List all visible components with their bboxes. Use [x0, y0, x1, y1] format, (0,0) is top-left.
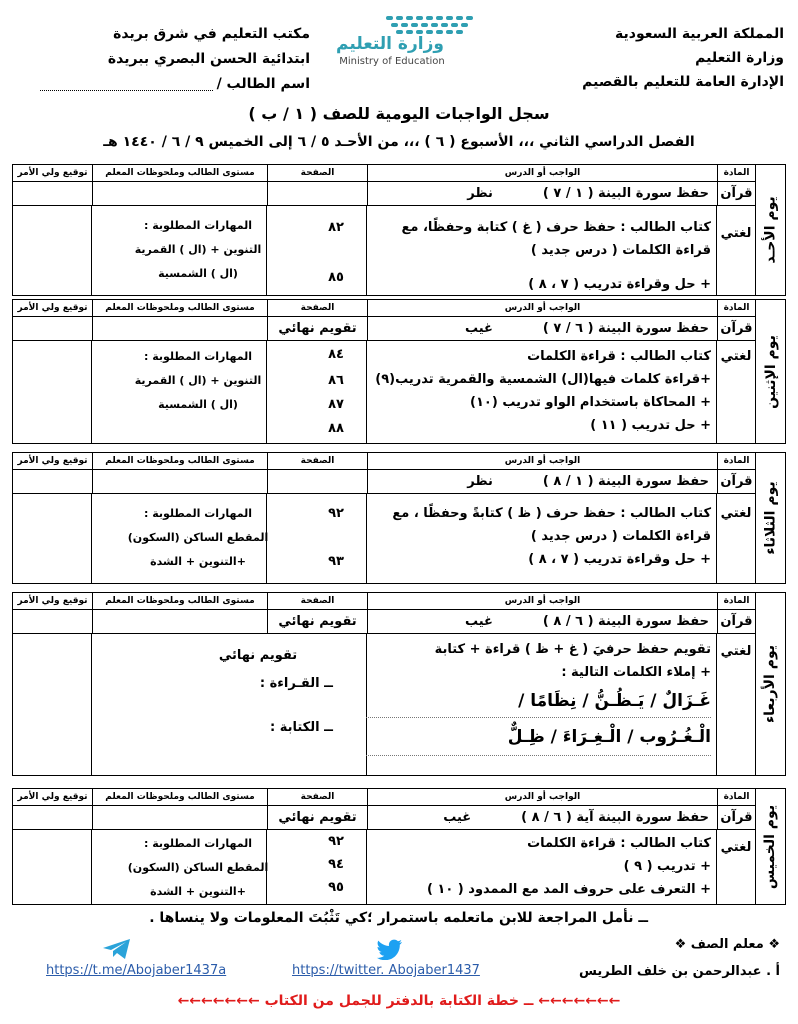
office-name: مكتب التعليم في شرق بريدة	[113, 26, 310, 42]
skills-line: (ال ) الشمسية	[158, 267, 238, 280]
quran-page	[267, 182, 367, 205]
day-label: يوم الإثنين	[755, 300, 785, 443]
day-block-sunday	[12, 164, 786, 296]
writing-plan-note: ←←←←←←← ــ خطة الكتابة بالدفتر للجمل من الكتاب ←←←←←←←	[177, 993, 621, 1009]
col-level: مستوى الطالب وملحوظات المعلم	[92, 453, 267, 469]
lesson-line: + حل وقراءة تدريب ( ٧ ، ٨ )	[528, 277, 711, 292]
table-header	[13, 789, 755, 806]
lughati-row	[13, 830, 755, 904]
col-signature: توقيع ولي الأمر	[17, 596, 88, 606]
skills-line: (ال ) الشمسية	[158, 398, 238, 411]
col-subject: المادة	[717, 789, 755, 805]
page-number: ٩٤	[328, 857, 344, 872]
ministry-name: وزارة التعليم	[695, 50, 784, 66]
lesson-line: + إملاء الكلمات التالية :	[561, 665, 711, 680]
lesson-lines	[366, 345, 711, 437]
lesson-line: قراءة الكلمات ( درس جديد )	[530, 243, 711, 258]
quran-text: حفظ سورة البينة ( ٦ / ٧ )	[542, 321, 709, 336]
col-lesson: الواجب أو الدرس	[367, 593, 717, 609]
lesson-lines	[366, 832, 711, 901]
skills-line: التنوين + (ال ) القمرية	[134, 374, 262, 387]
directorate-name: الإدارة العامة للتعليم بالقصيم	[582, 74, 784, 90]
page-number: ٨٦	[328, 373, 344, 388]
quran-level	[92, 806, 267, 829]
col-signature: توقيع ولي الأمر	[17, 168, 88, 178]
lesson-line: تقويم حفظ حرفيَ ( غ + ظ ) قراءة + كتابة	[434, 642, 711, 657]
day-label: يوم الثلاثاء	[755, 453, 785, 583]
subject-lughati: لغتي	[720, 840, 752, 855]
lesson-lines	[366, 502, 711, 571]
col-signature: توقيع ولي الأمر	[17, 456, 88, 466]
skills-line: التنوين + (ال ) القمرية	[134, 243, 262, 256]
quran-note: غيب	[443, 810, 472, 825]
col-subject: المادة	[717, 453, 755, 469]
col-lesson: الواجب أو الدرس	[367, 300, 717, 316]
quran-row	[13, 610, 755, 634]
quran-note: غيب	[464, 614, 493, 629]
lesson-line: كتاب الطالب : حفظ حرف ( ظ ) كتابةً وحفظًا ، مع	[392, 506, 711, 521]
lesson-line: + التعرف على حروف المد مع الممدود ( ١٠ )	[426, 882, 711, 897]
lesson-lines	[366, 638, 711, 756]
day-label: يوم الأحـد	[755, 165, 785, 295]
level-title: تقويم نهائي	[218, 648, 298, 663]
subject-lughati: لغتي	[720, 644, 752, 659]
col-subject: المادة	[717, 165, 755, 181]
quran-row	[13, 470, 755, 494]
col-page: الصفحة	[267, 789, 367, 805]
footer-note: ــ نأمل المراجعة للابن ماتعلمه باستمرار ؛كي تَثْبُتَ المعلومات ولا ينساها .	[149, 910, 648, 926]
school-name: ابتدائية الحسن البصري ببريدة	[107, 51, 310, 67]
col-level: مستوى الطالب وملحوظات المعلم	[92, 593, 267, 609]
lesson-line: + حل وقراءة تدريب ( ٧ ، ٨ )	[528, 552, 711, 567]
quran-row	[13, 806, 755, 830]
quran-task	[367, 317, 717, 340]
col-level: مستوى الطالب وملحوظات المعلم	[92, 300, 267, 316]
page-number: ٩٢	[328, 834, 344, 849]
lesson-line: كتاب الطالب : قراءة الكلمات	[527, 349, 711, 364]
table-header	[13, 300, 755, 317]
page-title: سجل الواجبات اليومية للصف ( ١ / ب )	[248, 104, 550, 123]
lughati-row	[13, 634, 755, 775]
ministry-logo	[322, 12, 472, 72]
skills-note	[113, 502, 283, 574]
col-level: مستوى الطالب وملحوظات المعلم	[92, 789, 267, 805]
lughati-row	[13, 206, 755, 295]
quran-note: نظر	[467, 474, 493, 489]
subject-lughati: لغتي	[720, 349, 752, 364]
subject-quran: قرآن	[717, 317, 755, 340]
subject-quran: قرآن	[717, 182, 755, 205]
page-number: ٩٥	[328, 880, 344, 895]
quran-level	[92, 317, 267, 340]
col-page: الصفحة	[267, 165, 367, 181]
table-header	[13, 593, 755, 610]
table-header	[13, 453, 755, 470]
quran-row	[13, 182, 755, 206]
subject-lughati: لغتي	[720, 226, 752, 241]
quran-signature[interactable]	[13, 317, 92, 340]
page-number: ٨٤	[328, 347, 344, 362]
skills-line: المهارات المطلوبة :	[143, 350, 253, 363]
lesson-line: +قراءة كلمات فيها(ال) الشمسية والقمرية تدريب(٩)	[375, 372, 711, 387]
quran-level	[92, 182, 267, 205]
lughati-row	[13, 341, 755, 443]
quran-level	[92, 610, 267, 633]
lesson-line: + حل تدريب ( ١١ )	[590, 418, 711, 433]
col-lesson: الواجب أو الدرس	[367, 789, 717, 805]
lesson-line: قراءة الكلمات ( درس جديد )	[530, 529, 711, 544]
twitter-icon	[372, 938, 406, 960]
quran-task	[367, 610, 717, 633]
student-name-label: اسم الطالب /	[216, 76, 310, 92]
quran-text: حفظ سورة البينة ( ٦ / ٨ )	[542, 614, 709, 629]
skills-line: المهارات المطلوبة :	[143, 219, 253, 232]
skills-line: المهارات المطلوبة :	[143, 837, 253, 850]
quran-page: تقويم نهائي	[267, 806, 367, 829]
quran-signature[interactable]	[13, 182, 92, 205]
teacher-name: أ . عبدالرحمن بن خلف الطريس	[578, 964, 780, 979]
quran-level	[92, 470, 267, 493]
col-subject: المادة	[717, 593, 755, 609]
writing-note: ــ الكتابة :	[270, 720, 333, 735]
quran-text: حفظ سورة البينة ( ١ / ٨ )	[542, 474, 709, 489]
day-block-monday	[12, 299, 786, 444]
col-signature: توقيع ولي الأمر	[17, 792, 88, 802]
lughati-row	[13, 494, 755, 583]
page-number: ٨٥	[328, 270, 344, 285]
day-block-tuesday	[12, 452, 786, 584]
telegram-link[interactable]: https://t.me/Abojaber1437a	[46, 963, 227, 978]
reading-note: ــ القـراءة :	[259, 676, 333, 691]
telegram-icon	[100, 938, 134, 960]
quran-task	[367, 182, 717, 205]
skills-note	[113, 832, 283, 904]
quran-text: حفظ سورة البينة آية ( ٦ / ٨ )	[521, 810, 709, 825]
day-block-wednesday	[12, 592, 786, 776]
page-number: ٨٢	[328, 220, 344, 235]
quran-task	[367, 470, 717, 493]
day-label: يوم الخميس	[755, 789, 785, 904]
quran-note: غيب	[464, 321, 493, 336]
teacher-label: ❖ معلم الصف ❖	[674, 937, 780, 952]
lesson-line: كتاب الطالب : حفظ حرف ( غ ) كتابة وحفظًا، مع	[401, 220, 711, 235]
lesson-line: + المحاكاة باستخدام الواو تدريب (١٠)	[470, 395, 711, 410]
student-name-field[interactable]	[40, 72, 213, 91]
quran-note: نظر	[467, 186, 493, 201]
skills-note	[113, 345, 283, 417]
col-page: الصفحة	[267, 453, 367, 469]
logo-english-text: Ministry of Education	[339, 56, 445, 67]
quran-row	[13, 317, 755, 341]
col-level: مستوى الطالب وملحوظات المعلم	[92, 165, 267, 181]
page-number: ٩٢	[328, 506, 344, 521]
subject-quran: قرآن	[717, 610, 755, 633]
quran-task	[367, 806, 717, 829]
skills-note	[113, 214, 283, 286]
col-page: الصفحة	[267, 593, 367, 609]
page-number: ٩٣	[328, 554, 344, 569]
table-header	[13, 165, 755, 182]
logo-arabic-text: وزارة التعليم	[336, 34, 444, 54]
day-label: يوم الأربعاء	[755, 593, 785, 775]
dictation-words: الْـغُـرُوب / الْـغِـرَاءَ / ظِـلٌّ	[366, 718, 711, 756]
page-number: ٨٨	[328, 421, 344, 436]
kingdom-name: المملكة العربية السعودية	[615, 26, 784, 42]
col-subject: المادة	[717, 300, 755, 316]
col-lesson: الواجب أو الدرس	[367, 453, 717, 469]
student-name-line	[40, 72, 310, 97]
col-page: الصفحة	[267, 300, 367, 316]
page-subtitle: الفصل الدراسي الثاني ،،، الأسبوع ( ٦ ) ،،، من الأحـد ٥ / ٦ إلى الخميس ٩ / ٦ / ١٤٤٠ هـ	[103, 134, 695, 150]
col-signature: توقيع ولي الأمر	[17, 303, 88, 313]
quran-page	[267, 470, 367, 493]
ministry-header	[534, 22, 784, 94]
page-number: ٨٧	[328, 397, 344, 412]
quran-page: تقويم نهائي	[267, 317, 367, 340]
lesson-lines	[371, 216, 711, 296]
subject-quran: قرآن	[717, 806, 755, 829]
col-lesson: الواجب أو الدرس	[367, 165, 717, 181]
quran-signature[interactable]	[13, 610, 92, 633]
quran-signature[interactable]	[13, 806, 92, 829]
skills-line: +التنوين + الشدة	[150, 555, 246, 568]
lesson-line: + تدريب ( ٩ )	[623, 859, 711, 874]
skills-line: المقطع الساكن (السكون)	[127, 531, 269, 544]
day-block-thursday	[12, 788, 786, 905]
twitter-link[interactable]: https://twitter. Abojaber1437	[292, 963, 480, 978]
skills-line: المهارات المطلوبة :	[143, 507, 253, 520]
skills-line: +التنوين + الشدة	[150, 885, 246, 898]
school-header	[40, 22, 310, 97]
quran-signature[interactable]	[13, 470, 92, 493]
skills-line: المقطع الساكن (السكون)	[127, 861, 269, 874]
subject-lughati: لغتي	[720, 506, 752, 521]
quran-text: حفظ سورة البينة ( ١ / ٧ )	[542, 186, 709, 201]
subject-quran: قرآن	[717, 470, 755, 493]
quran-page: تقويم نهائي	[267, 610, 367, 633]
lesson-line: كتاب الطالب : قراءة الكلمات	[527, 836, 711, 851]
dictation-words: غَـزَالٌ / يَـظُـنُّ / نِظَامًا /	[366, 684, 711, 718]
